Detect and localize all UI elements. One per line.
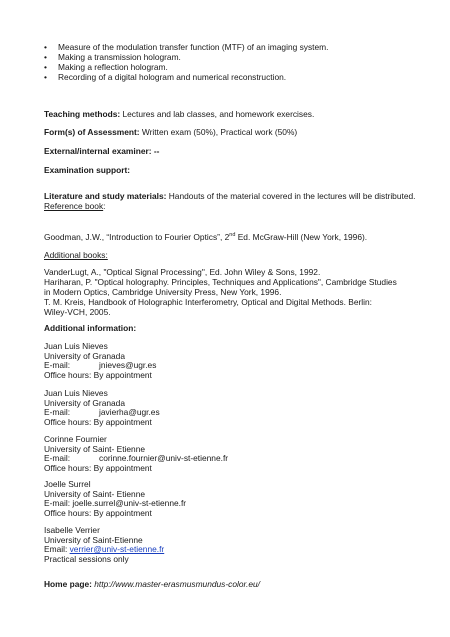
list-item: VanderLugt, A., "Optical Signal Processing", Ed. John Wiley & Sons, 1992. [44, 267, 321, 277]
contact-university: University of Saint-Etienne [44, 534, 143, 545]
homepage-label: Home page: [44, 579, 92, 589]
literature: Literature and study materials: Handouts of the material covered in the lectures will be distributed. Reference book: [44, 191, 416, 211]
contact-card: Juan Luis Nieves University of Granada E-mail: jnieves@ugr.es Office hours: By appointment [44, 341, 416, 379]
contact-card: Juan Luis Nieves University of Granada E-mail: javierha@ugr.es Office hours: By appointment [44, 388, 416, 426]
contact-email: jnieves@ugr.es [99, 360, 157, 370]
contact-name: Juan Luis Nieves [44, 341, 108, 351]
contact-university: University of Saint- Etienne [44, 443, 146, 454]
contact-name: Corinne Fournier [44, 434, 107, 444]
contact-university: University of Saint- Etienne [44, 488, 146, 499]
teaching-text: Lectures and lab classes, and homework exercises. [120, 109, 315, 119]
list-item: • Recording of a digital hologram and numerical reconstruction. [44, 72, 287, 82]
teaching-label: Teaching methods: [44, 109, 121, 119]
examiner [44, 146, 416, 156]
contact-name: Isabelle Verrier [44, 525, 100, 535]
examiner-label: External/internal examiner: -- [44, 146, 160, 156]
bullet-icon: • [44, 42, 47, 52]
assessment-label: Form(s) of Assessment: [44, 127, 140, 137]
assessment [44, 127, 416, 137]
literature-label: Literature and study materials: [44, 191, 167, 201]
list-item: Hariharan, P. "Optical holography. Principles, Techniques and Applications", Cambridge Studies [44, 277, 397, 287]
additional-books-list [44, 267, 416, 317]
contact-email: javierha@ugr.es [99, 407, 160, 417]
examination-support [44, 165, 416, 175]
assessment-text: Written exam (50%), Practical work (50%) [139, 127, 298, 137]
contact-university: University of Granada [44, 397, 125, 408]
reference-book-heading: Reference book [44, 201, 104, 211]
teaching-methods [44, 109, 416, 119]
list-item: • Making a reflection hologram. [44, 62, 168, 72]
bullet-icon: • [44, 62, 47, 72]
contact-card: Corinne Fournier University of Saint- Etienne E-mail: corinne.fournier@univ-st-etienne.fr Office hours: By appointment [44, 434, 416, 472]
list-item: • Measure of the modulation transfer function (MTF) of an imaging system. [44, 42, 329, 52]
additional-info-label: Additional information: [44, 323, 137, 333]
bullet-list-section [44, 42, 414, 82]
support-label: Examination support: [44, 165, 131, 175]
homepage-url[interactable]: http://www.master-erasmusmundus-color.eu/ [94, 579, 260, 589]
contact-university: University of Granada [44, 350, 125, 361]
list-item: T. M. Kreis, Handbook of Holographic Interferometry, Optical and Digital Methods. Berlin: [44, 297, 373, 307]
additional-books-heading: Additional books: [44, 250, 108, 260]
bullet-icon: • [44, 52, 47, 62]
contact-card: Joelle Surrel University of Saint- Etienne E-mail: joelle.surrel@univ-st-etienne.fr Office hours: By appointment [44, 479, 416, 517]
list-item: Wiley-VCH, 2005. [44, 307, 111, 317]
contact-name: Joelle Surrel [44, 479, 91, 489]
bullet-icon: • [44, 72, 47, 82]
homepage [44, 579, 416, 589]
reference-entry: Goodman, J.W., “Introduction to Fourier Optics”, 2nd Ed. McGraw-Hill (New York, 1996). [44, 232, 368, 242]
list-item: in Modern Optics, Cambridge University Press, New York, 1996. [44, 287, 282, 297]
list-item: • Making a transmission hologram. [44, 52, 181, 62]
additional-info [44, 323, 416, 333]
contact-card: Isabelle Verrier University of Saint-Etienne Email: verrier@univ-st-etienne.fr Practical sessions only [44, 525, 416, 563]
bullet-list [44, 42, 414, 82]
additional-books-heading-block [44, 250, 416, 260]
email-link[interactable]: verrier@univ-st-etienne.fr [69, 544, 165, 554]
contact-email: corinne.fournier@univ-st-etienne.fr [99, 453, 229, 463]
contact-name: Juan Luis Nieves [44, 388, 108, 398]
literature-text: Handouts of the material covered in the lectures will be distributed. [166, 191, 416, 201]
contact-email: E-mail: joelle.surrel@univ-st-etienne.fr [44, 498, 187, 508]
contact-note: Practical sessions only [44, 553, 129, 564]
